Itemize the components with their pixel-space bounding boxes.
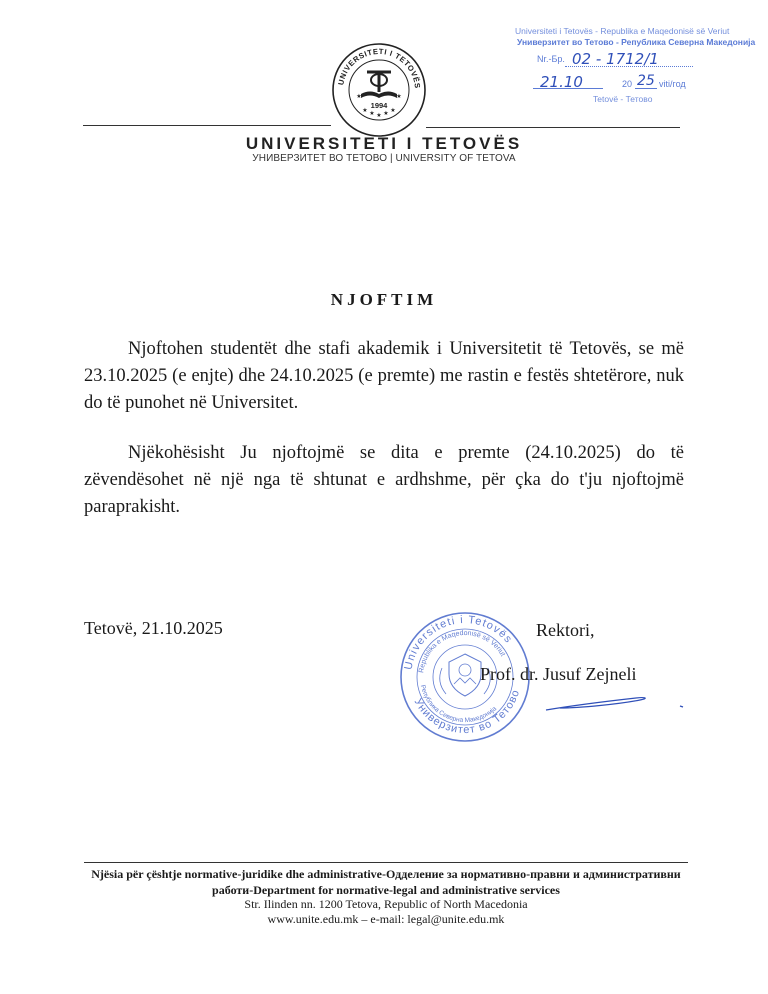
registry-stamp (515, 26, 756, 106)
paragraph-2-text: Njëkohësisht Ju njoftojmë se dita e premte (24.10.2025) do të zëvendësohet në një nga të shtunat e ardhshme, për çka do t'ju njoftojmë paraprakisht. (84, 443, 684, 517)
footer-address: Str. Ilinden nn. 1200 Tetova, Republic of North Macedonia (244, 897, 528, 911)
university-name: UNIVERSITETI I TETOVËS (245, 134, 523, 153)
svg-text:★: ★ (356, 93, 362, 100)
signatory-name: Prof. dr. Jusuf Zejneli (480, 664, 637, 684)
logo-ring-text: UNIVERSITETI I TETOVËS (336, 46, 423, 90)
paragraph-2 (84, 440, 684, 521)
document-title: NJOFTIM (330, 290, 438, 309)
stamp-bottom-text: Универзитет во Тетово (411, 687, 523, 737)
registry-stamp-line2: Универзитет во Тетово - Република Северна Македонија (517, 37, 756, 47)
svg-text:★: ★ (396, 93, 402, 100)
stamp-inner-text: Republika e Maqedonisë së Veriut (418, 629, 507, 674)
registry-year-label: viti/год (659, 79, 686, 89)
university-subtitle: УНИВЕРЗИТЕТ ВО ТЕТОВО | UNIVERSITY OF TETOVA (252, 153, 516, 164)
stamp-outer-text: Universiteti i Tetovës (402, 613, 515, 671)
registry-year-prefix: 20 (622, 79, 633, 89)
signatory-title: Rektori, (536, 620, 595, 640)
handwritten-signature (540, 690, 690, 720)
header-rule-left (83, 125, 331, 126)
paragraph-1 (84, 336, 684, 417)
place-and-date: Tetovë, 21.10.2025 (84, 618, 223, 638)
paragraph-1-text: Njoftohen studentët dhe stafi akademik i Universitetit të Tetovës, se më 23.10.2025 (e enjte) dhe 24.10.2025 (e premte) me rastin e festës shtetërore, nuk do të punohet në Universitet. (84, 339, 684, 413)
registry-city: Tetovë - Тетово (593, 94, 653, 104)
header-rule-right (426, 127, 680, 128)
registry-number: 02 - 1712/1 (572, 50, 659, 68)
registry-date-rule (533, 88, 603, 89)
svg-text:★: ★ (369, 110, 375, 117)
footer-contact: www.unite.edu.mk – e-mail: legal@unite.edu.mk (267, 912, 505, 926)
footer-department: Njësia për çështje normative-juridike dhe administrative-Одделение за нормативно-правни и административни работи-Department for normative-legal and administrative services (91, 867, 681, 897)
registry-number-label: Nr.-Бр. (537, 54, 565, 64)
svg-text:★: ★ (390, 107, 396, 114)
logo-year: 1994 (370, 101, 388, 110)
registry-year: 25 (637, 73, 655, 89)
registry-year-rule (635, 88, 657, 89)
registry-stamp-line1: Universiteti i Tetovës - Republika e Maqedonisë së Veriut (515, 26, 730, 36)
svg-text:★: ★ (362, 107, 368, 114)
svg-text:★: ★ (376, 112, 382, 119)
svg-text:★: ★ (383, 110, 389, 117)
stamp-bottom-inner-text: Република Северна Македонија (418, 684, 498, 725)
registry-date: 21.10 (540, 73, 583, 91)
registry-number-rule (565, 66, 693, 67)
university-logo (331, 42, 427, 138)
footer-rule (84, 862, 688, 863)
